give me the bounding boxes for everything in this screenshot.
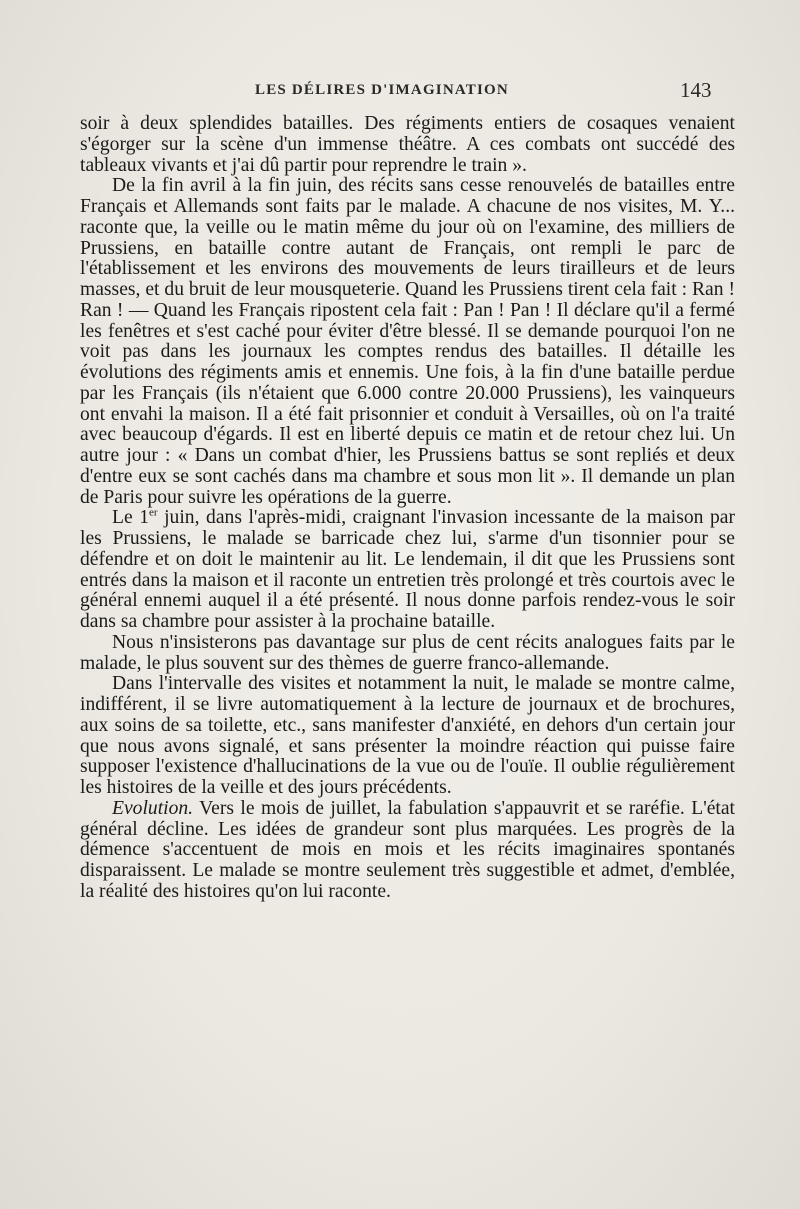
paragraph-text: De la fin avril à la fin juin, des récits sans cesse renouvelés de batailles entre Français et Allemands sont faits par le malade. A chacune de nos visites, M. Y... raconte que, la veille ou le matin même du jour où on l'examine, des milliers de Prussiens, en bataille contre autant de Français, ont rempli le parc de l'établissement et les environs des mouvements de leurs tirailleurs et de leurs masses, et du bruit de leur mousqueterie. Quand les Prussiens tirent cela fait : Ran ! Ran ! — Quand les Français ripostent cela fait : Pan ! Pan ! Il déclare qu'il a fermé les fenêtres et s'est caché pour éviter d'être blessé. Il se demande pourquoi l'on ne voit pas dans les journaux les comptes rendus des batailles. Il détaille les évolutions des régiments amis et ennemis. Une fois, à la fin d'une bataille perdue par les Français (ils n'étaient que 6.000 contre 20.000 Prussiens), les vainqueurs ont envahi la maison. Il a été fait prisonnier et conduit à Versailles, où on l'a traité avec beaucoup d'égards. Il est en liberté depuis ce matin et de retour chez lui. Un autre jour : « Dans un combat d'hier, les Prussiens battus se sont repliés et deux d'entre eux se sont cachés dans ma chambre et sous mon lit ». Il demande un plan de Paris pour suivre les opérations de la guerre. — [80, 175, 735, 508]
body-text — [80, 114, 735, 903]
paragraph-intervals — [80, 674, 735, 799]
page-header — [0, 78, 800, 108]
section-lead-evolution: Evolution. — [112, 797, 194, 819]
running-head: LES DÉLIRES D'IMAGINATION — [255, 82, 509, 98]
paragraph-text: Dans l'intervalle des visites et notamment la nuit, le malade se montre calme, indifférent, il se livre automatiquement à la lecture de journaux et de brochures, aux soins de sa toilette, etc., sans manifester d'anxiété, en dehors d'un certain jour que nous avons signalé, et sans présenter la moindre réaction qui puisse faire supposer l'existence d'hallucinations de la vue ou de l'ouïe. Il oublie régulièrement les histoires de la veille et des jours précédents. — [80, 673, 735, 798]
ordinal-superscript: er — [149, 506, 158, 519]
paragraph-text: juin, dans l'après-midi, craignant l'invasion incessante de la maison par les Prussiens, le malade se barricade chez lui, s'arme d'un tisonnier pour se défendre et on doit le maintenir au lit. Le lendemain, il dit que les Prussiens sont entrés dans la maison et il raconte un entretien très prolongé et très courtois avec le général ennemi auquel il a été présenté. Il nous donne parfois rendez-vous le soir dans sa chambre pour assister à la prochaine bataille. — [80, 507, 735, 632]
paragraph-continuation — [80, 114, 735, 176]
paragraph-text: Nous n'insisterons pas davantage sur plus de cent récits analogues faits par le malade, le plus souvent sur des thèmes de guerre franco-allemande. — [80, 631, 735, 674]
paragraph-text: Vers le mois de juillet, la fabulation s'appauvrit et se raréfie. L'état général décline. Les idées de grandeur sont plus marquées. Les progrès de la démence s'accentuent de mois en mois et les récits imaginaires spontanés disparaissent. Le malade se montre seulement très suggestible et admet, d'emblée, la réalité des histoires qu'on lui raconte. — [80, 797, 735, 902]
page-number: 143 — [680, 78, 712, 102]
paragraph-evolution — [80, 799, 735, 903]
paragraph-text: soir à deux splendides batailles. Des régiments entiers de cosaques venaient s'égorger sur la scène d'un immense théâtre. A ces combats ont succédé des tableaux vivants et j'ai dû partir pour reprendre le train ». — [80, 113, 735, 176]
paragraph-prefix: Le 1 — [112, 507, 150, 529]
paragraph-battle-accounts — [80, 176, 735, 508]
paragraph-june-first — [80, 508, 735, 633]
paragraph-analogous-accounts — [80, 633, 735, 675]
